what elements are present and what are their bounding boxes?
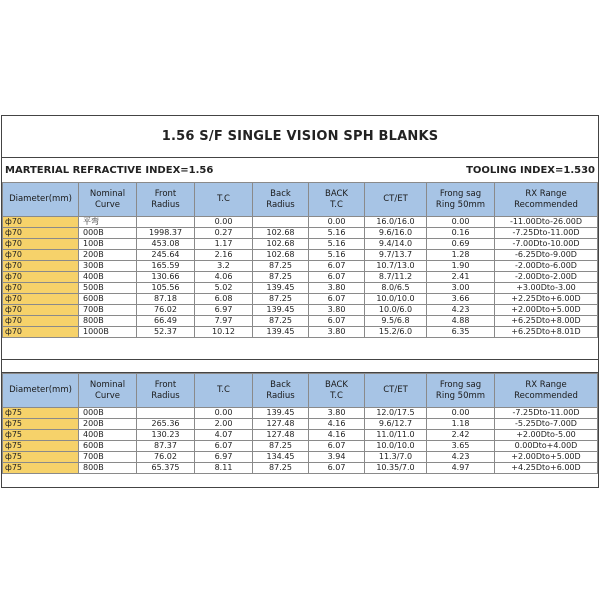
table-row xyxy=(3,228,598,239)
header-text: Radius xyxy=(151,199,180,210)
cell-tc: 3.2 xyxy=(195,261,253,272)
cell-back-radius: 139.45 xyxy=(253,283,309,294)
cell-back-radius: 87.25 xyxy=(253,272,309,283)
cell-tc: 6.08 xyxy=(195,294,253,305)
header-text: CT/ET xyxy=(383,385,408,395)
header-text: Ring 50mm xyxy=(435,390,486,401)
table-row xyxy=(3,294,598,305)
cell-back-tc: 0.00 xyxy=(309,217,365,228)
header-tc xyxy=(195,183,253,217)
header-text: Radius xyxy=(266,390,295,401)
cell-back-tc: 3.80 xyxy=(309,305,365,316)
cell-front-sag: 3.66 xyxy=(427,294,495,305)
cell-front-radius: 105.56 xyxy=(137,283,195,294)
cell-diameter: ф75 xyxy=(3,419,79,430)
header-front-sag xyxy=(427,374,495,408)
cell-nominal-curve: 300B xyxy=(79,261,137,272)
table-body xyxy=(3,408,598,474)
cell-front-radius xyxy=(137,217,195,228)
cell-back-tc: 6.07 xyxy=(309,316,365,327)
cell-back-radius: 87.25 xyxy=(253,441,309,452)
cell-back-radius: 102.68 xyxy=(253,239,309,250)
table-row xyxy=(3,441,598,452)
cell-front-radius: 130.23 xyxy=(137,430,195,441)
table-row xyxy=(3,305,598,316)
cell-front-radius: 52.37 xyxy=(137,327,195,338)
header-row xyxy=(3,374,598,408)
cell-back-radius: 139.45 xyxy=(253,408,309,419)
cell-ct-et: 9.4/14.0 xyxy=(365,239,427,250)
cell-diameter: ф75 xyxy=(3,441,79,452)
cell-diameter: ф70 xyxy=(3,316,79,327)
cell-rx-range: -6.25Dto-9.00D xyxy=(495,250,598,261)
cell-tc: 2.16 xyxy=(195,250,253,261)
cell-tc: 4.07 xyxy=(195,430,253,441)
cell-rx-range: -5.25Dto-7.00D xyxy=(495,419,598,430)
header-text: T.C xyxy=(330,390,343,401)
cell-back-radius: 139.45 xyxy=(253,305,309,316)
cell-front-sag: 0.16 xyxy=(427,228,495,239)
cell-front-radius: 76.02 xyxy=(137,452,195,463)
cell-rx-range: +4.25Dto+6.00D xyxy=(495,463,598,474)
cell-ct-et: 9.6/16.0 xyxy=(365,228,427,239)
cell-front-sag: 1.28 xyxy=(427,250,495,261)
cell-rx-range: -2.00Dto-6.00D xyxy=(495,261,598,272)
header-nominal-curve xyxy=(79,183,137,217)
cell-nominal-curve: 1000B xyxy=(79,327,137,338)
cell-back-tc: 5.16 xyxy=(309,250,365,261)
cell-nominal-curve: 700B xyxy=(79,452,137,463)
header-back-tc xyxy=(309,374,365,408)
cell-rx-range: +3.00Dto-3.00 xyxy=(495,283,598,294)
cell-back-radius: 87.25 xyxy=(253,316,309,327)
cell-tc: 0.00 xyxy=(195,408,253,419)
cell-tc: 6.07 xyxy=(195,441,253,452)
header-rx-range xyxy=(495,183,598,217)
cell-front-radius: 165.59 xyxy=(137,261,195,272)
cell-diameter: ф70 xyxy=(3,261,79,272)
cell-tc: 10.12 xyxy=(195,327,253,338)
cell-rx-range: +2.00Dto-5.00 xyxy=(495,430,598,441)
cell-diameter: ф75 xyxy=(3,430,79,441)
cell-rx-range: 0.00Dto+4.00D xyxy=(495,441,598,452)
cell-ct-et: 10.0/10.0 xyxy=(365,294,427,305)
tooling-index-label: TOOLING INDEX=1.530 xyxy=(466,164,595,176)
cell-ct-et: 8.0/6.5 xyxy=(365,283,427,294)
cell-ct-et: 9.6/12.7 xyxy=(365,419,427,430)
cell-rx-range: -11.00Dto-26.00D xyxy=(495,217,598,228)
cell-ct-et: 10.7/13.0 xyxy=(365,261,427,272)
header-text: Front xyxy=(154,379,177,390)
cell-nominal-curve: 500B xyxy=(79,283,137,294)
table-row xyxy=(3,261,598,272)
cell-front-radius: 1998.37 xyxy=(137,228,195,239)
cell-front-radius: 66.49 xyxy=(137,316,195,327)
header-text: Back xyxy=(270,379,291,390)
header-text: Curve xyxy=(94,199,121,210)
header-ct-et xyxy=(365,374,427,408)
cell-back-tc: 4.16 xyxy=(309,419,365,430)
table-row xyxy=(3,272,598,283)
cell-tc: 6.97 xyxy=(195,452,253,463)
cell-nominal-curve: 600B xyxy=(79,294,137,305)
cell-tc: 5.02 xyxy=(195,283,253,294)
cell-tc: 0.00 xyxy=(195,217,253,228)
cell-diameter: ф70 xyxy=(3,283,79,294)
cell-back-tc: 6.07 xyxy=(309,441,365,452)
cell-diameter: ф70 xyxy=(3,272,79,283)
cell-back-radius xyxy=(253,217,309,228)
header-text: BACK xyxy=(324,188,348,199)
cell-nominal-curve: 000B xyxy=(79,408,137,419)
cell-front-radius: 265.36 xyxy=(137,419,195,430)
cell-back-radius: 102.68 xyxy=(253,228,309,239)
cell-back-tc: 4.16 xyxy=(309,430,365,441)
cell-ct-et: 10.35/7.0 xyxy=(365,463,427,474)
cell-front-radius: 87.37 xyxy=(137,441,195,452)
cell-front-sag: 4.97 xyxy=(427,463,495,474)
cell-front-sag: 1.90 xyxy=(427,261,495,272)
cell-nominal-curve: 800B xyxy=(79,316,137,327)
cell-diameter: ф70 xyxy=(3,250,79,261)
refractive-index-label: MARTERIAL REFRACTIVE INDEX=1.56 xyxy=(5,164,214,176)
table-row xyxy=(3,419,598,430)
cell-ct-et: 15.2/6.0 xyxy=(365,327,427,338)
cell-back-radius: 87.25 xyxy=(253,261,309,272)
cell-ct-et: 10.0/10.0 xyxy=(365,441,427,452)
cell-back-tc: 3.80 xyxy=(309,327,365,338)
cell-back-radius: 102.68 xyxy=(253,250,309,261)
header-nominal-curve xyxy=(79,374,137,408)
cell-front-sag: 4.23 xyxy=(427,305,495,316)
cell-nominal-curve: 平弯 xyxy=(79,217,137,228)
cell-diameter: ф75 xyxy=(3,452,79,463)
header-text: RX Range xyxy=(525,188,567,199)
cell-front-sag: 0.69 xyxy=(427,239,495,250)
cell-nominal-curve: 700B xyxy=(79,305,137,316)
cell-front-radius: 245.64 xyxy=(137,250,195,261)
cell-rx-range: +2.00Dto+5.00D xyxy=(495,305,598,316)
index-row xyxy=(2,158,598,182)
header-text: Ring 50mm xyxy=(435,199,486,210)
cell-front-radius: 65.375 xyxy=(137,463,195,474)
cell-rx-range: +6.25Dto+8.01D xyxy=(495,327,598,338)
cell-tc: 8.11 xyxy=(195,463,253,474)
cell-diameter: ф70 xyxy=(3,239,79,250)
cell-front-radius: 453.08 xyxy=(137,239,195,250)
cell-front-sag: 4.23 xyxy=(427,452,495,463)
cell-nominal-curve: 400B xyxy=(79,272,137,283)
cell-back-tc: 3.94 xyxy=(309,452,365,463)
header-text: Recommended xyxy=(514,199,578,210)
header-back-tc xyxy=(309,183,365,217)
header-front-radius xyxy=(137,374,195,408)
table-row xyxy=(3,452,598,463)
cell-diameter: ф70 xyxy=(3,294,79,305)
header-front-radius xyxy=(137,183,195,217)
header-text: CT/ET xyxy=(383,194,408,204)
cell-front-sag: 3.65 xyxy=(427,441,495,452)
cell-back-tc: 5.16 xyxy=(309,239,365,250)
cell-rx-range: -2.00Dto-2.00D xyxy=(495,272,598,283)
cell-rx-range: +2.25Dto+6.00D xyxy=(495,294,598,305)
cell-back-tc: 6.07 xyxy=(309,272,365,283)
cell-front-sag: 0.00 xyxy=(427,408,495,419)
header-text: Frong sag xyxy=(439,379,482,390)
cell-front-sag: 1.18 xyxy=(427,419,495,430)
header-ct-et xyxy=(365,183,427,217)
cell-front-sag: 2.41 xyxy=(427,272,495,283)
cell-ct-et: 9.5/6.8 xyxy=(365,316,427,327)
cell-nominal-curve: 400B xyxy=(79,430,137,441)
header-text: Nominal xyxy=(89,379,126,390)
table-row xyxy=(3,316,598,327)
table-body xyxy=(3,217,598,338)
cell-tc: 7.97 xyxy=(195,316,253,327)
cell-tc: 4.06 xyxy=(195,272,253,283)
cell-rx-range: -7.25Dto-11.00D xyxy=(495,228,598,239)
cell-ct-et: 8.7/11.2 xyxy=(365,272,427,283)
header-text: Front xyxy=(154,188,177,199)
header-text: Diameter(mm) xyxy=(9,385,72,395)
cell-nominal-curve: 600B xyxy=(79,441,137,452)
cell-ct-et: 11.3/7.0 xyxy=(365,452,427,463)
cell-back-tc: 3.80 xyxy=(309,283,365,294)
cell-rx-range: +6.25Dto+8.00D xyxy=(495,316,598,327)
header-text: Frong sag xyxy=(439,188,482,199)
table-row xyxy=(3,327,598,338)
header-text: Radius xyxy=(266,199,295,210)
cell-diameter: ф75 xyxy=(3,463,79,474)
cell-back-radius: 87.25 xyxy=(253,294,309,305)
header-rx-range xyxy=(495,374,598,408)
table-row xyxy=(3,463,598,474)
table-row xyxy=(3,408,598,419)
cell-rx-range: +2.00Dto+5.00D xyxy=(495,452,598,463)
cell-tc: 0.27 xyxy=(195,228,253,239)
header-row xyxy=(3,183,598,217)
cell-rx-range: -7.00Dto-10.00D xyxy=(495,239,598,250)
cell-ct-et: 11.0/11.0 xyxy=(365,430,427,441)
cell-front-sag: 4.88 xyxy=(427,316,495,327)
cell-diameter: ф70 xyxy=(3,305,79,316)
cell-back-tc: 5.16 xyxy=(309,228,365,239)
cell-back-tc: 3.80 xyxy=(309,408,365,419)
cell-diameter: ф70 xyxy=(3,217,79,228)
cell-ct-et: 16.0/16.0 xyxy=(365,217,427,228)
spec-sheet xyxy=(1,115,599,488)
cell-front-radius: 130.66 xyxy=(137,272,195,283)
cell-nominal-curve: 800B xyxy=(79,463,137,474)
cell-front-radius: 76.02 xyxy=(137,305,195,316)
cell-diameter: ф70 xyxy=(3,228,79,239)
table-row xyxy=(3,283,598,294)
table-row xyxy=(3,217,598,228)
cell-nominal-curve: 200B xyxy=(79,250,137,261)
cell-back-tc: 6.07 xyxy=(309,294,365,305)
cell-tc: 6.97 xyxy=(195,305,253,316)
cell-front-sag: 0.00 xyxy=(427,217,495,228)
table-row xyxy=(3,430,598,441)
cell-front-sag: 6.35 xyxy=(427,327,495,338)
table-row xyxy=(3,250,598,261)
header-back-radius xyxy=(253,374,309,408)
header-text: T.C xyxy=(217,385,230,395)
page-title: 1.56 S/F SINGLE VISION SPH BLANKS xyxy=(2,116,598,158)
cell-back-radius: 87.25 xyxy=(253,463,309,474)
cell-back-tc: 6.07 xyxy=(309,261,365,272)
header-text: Diameter(mm) xyxy=(9,194,72,204)
header-front-sag xyxy=(427,183,495,217)
cell-tc: 1.17 xyxy=(195,239,253,250)
cell-tc: 2.00 xyxy=(195,419,253,430)
cell-ct-et: 9.7/13.7 xyxy=(365,250,427,261)
cell-diameter: ф70 xyxy=(3,327,79,338)
cell-front-sag: 2.42 xyxy=(427,430,495,441)
cell-back-tc: 6.07 xyxy=(309,463,365,474)
cell-diameter: ф75 xyxy=(3,408,79,419)
cell-back-radius: 127.48 xyxy=(253,430,309,441)
header-text: T.C xyxy=(217,194,230,204)
cell-front-radius: 87.18 xyxy=(137,294,195,305)
cell-nominal-curve: 200B xyxy=(79,419,137,430)
cell-ct-et: 10.0/6.0 xyxy=(365,305,427,316)
cell-rx-range: -7.25Dto-11.00D xyxy=(495,408,598,419)
header-text: BACK xyxy=(324,379,348,390)
header-diameter xyxy=(3,183,79,217)
header-text: RX Range xyxy=(525,379,567,390)
cell-back-radius: 139.45 xyxy=(253,327,309,338)
header-diameter xyxy=(3,374,79,408)
blanks-table-75mm xyxy=(2,373,598,474)
cell-back-radius: 127.48 xyxy=(253,419,309,430)
header-text: Nominal xyxy=(89,188,126,199)
header-text: Back xyxy=(270,188,291,199)
header-back-radius xyxy=(253,183,309,217)
table-divider xyxy=(2,359,598,373)
cell-nominal-curve: 100B xyxy=(79,239,137,250)
cell-back-radius: 134.45 xyxy=(253,452,309,463)
header-text: T.C xyxy=(330,199,343,210)
blanks-table-70mm xyxy=(2,182,598,338)
table-row xyxy=(3,239,598,250)
header-text: Radius xyxy=(151,390,180,401)
cell-ct-et: 12.0/17.5 xyxy=(365,408,427,419)
cell-front-sag: 3.00 xyxy=(427,283,495,294)
cell-nominal-curve: 000B xyxy=(79,228,137,239)
header-tc xyxy=(195,374,253,408)
header-text: Curve xyxy=(94,390,121,401)
cell-front-radius xyxy=(137,408,195,419)
header-text: Recommended xyxy=(514,390,578,401)
